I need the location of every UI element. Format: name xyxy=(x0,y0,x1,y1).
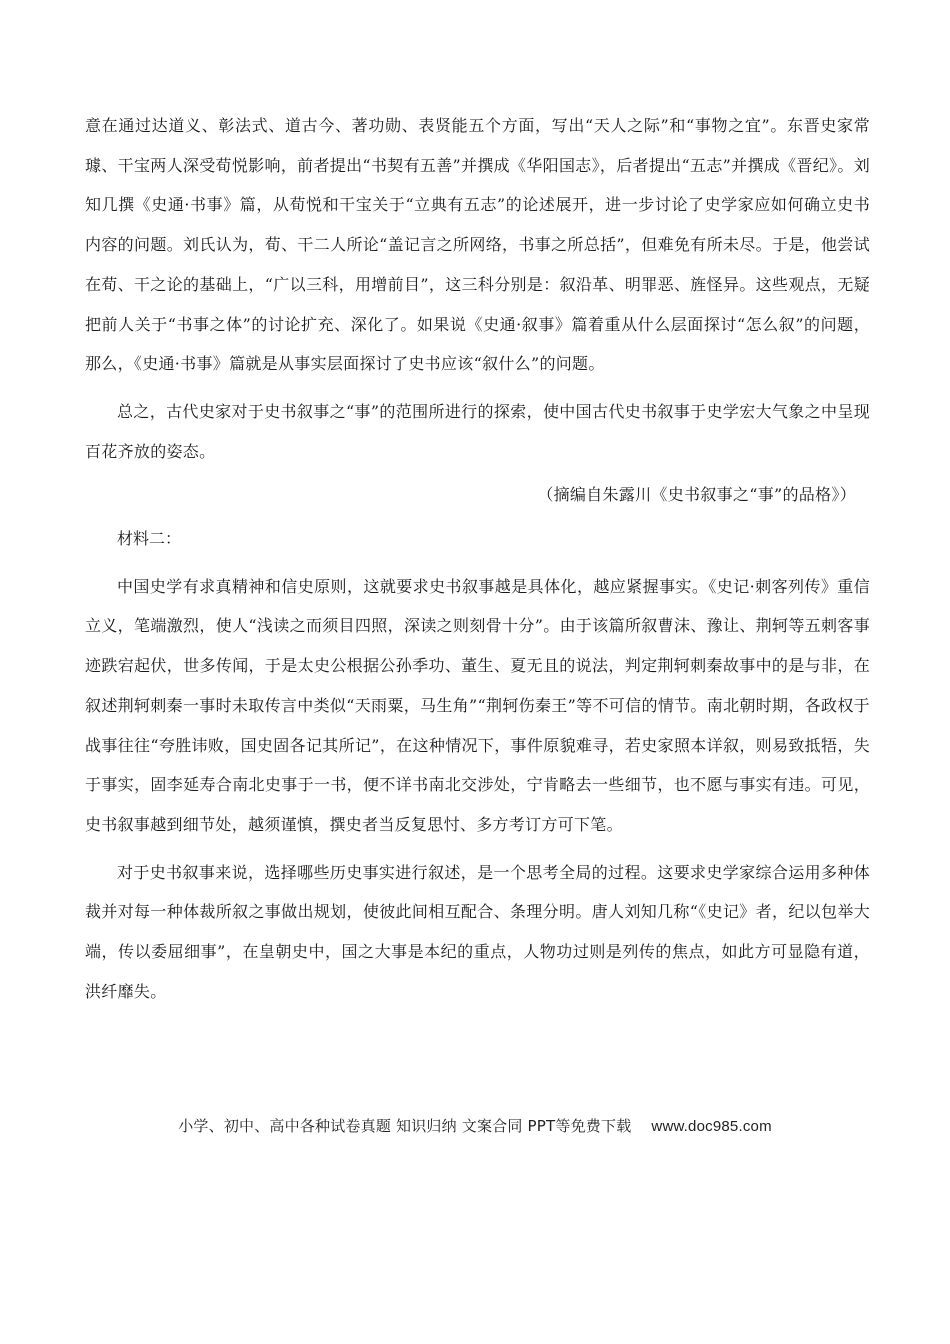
material-two-paragraph-1: 中国史学有求真精神和信史原则，这就要求史书叙事越是具体化，越应紧握事实。《史记·刺客列传》重信立义，笔端激烈，使人“浅读之而须目四照，深读之则刻骨十分”。由于该篇所叙曹沫、豫让、荆轲等五刺客事迹跌宕起伏，世多传闻，于是太史公根据公孙季功、董生、夏无且的说法，判定荆轲刺秦故事中的是与非，在叙述荆轲刺秦一事时未取传言中类似“天雨粟，马生角”“荆轲伤秦王”等不可信的情节。南北朝时期，各政权于战事往往“夸胜讳败，国史固各记其所记”，在这种情况下，事件原貌难寻，若史家照本详叙，则易致抵牾，失于事实，固李延寿合南北史事于一书，便不详书南北交涉处，宁肯略去一些细节，也不愿与事实有违。可见，史书叙事越到细节处，越须谨慎，撰史者当反复思忖、多方考订方可下笔。 xyxy=(85,576,870,834)
material-one-paragraph-1: 意在通过达道义、彰法式、道古今、著功勋、表贤能五个方面，写出“天人之际”和“事物之宜”。东晋史家常璩、干宝两人深受荀悦影响，前者提出“书契有五善”并撰成《华阳国志》，后者提出“五志”并撰成《晋纪》。刘知几撰《史通·书事》篇，从荀悦和干宝关于“立典有五志”的论述展开，进一步讨论了史学家应如何确立史书内容的问题。刘氏认为，荀、干二人所论“盖记言之所网络，书事之所总括”，但难免有所未尽。于是，他尝试在荀、干之论的基础上，“广以三科，用增前目”，这三科分别是：叙沿革、明罪恶、旌怪异。这些观点，无疑把前人关于“书事之体”的讨论扩充、深化了。如果说《史通·叙事》篇着重从什么层面探讨“怎么叙”的问题，那么，《史通·书事》篇就是从事实层面探讨了史书应该“叙什么”的问题。 xyxy=(85,116,870,374)
material-one-paragraph-2: 总之，古代史家对于史书叙事之“事”的范围所进行的探索，使中国古代史书叙事于史学宏大气象之中呈现百花齐放的姿态。 xyxy=(85,401,870,461)
footer-text: 小学、初中、高中各种试卷真题 知识归纳 文案合同 PPT等免费下载 xyxy=(178,1117,632,1135)
footer-url-link[interactable]: www.doc985.com xyxy=(651,1118,772,1135)
document-body xyxy=(85,106,870,1011)
page-footer xyxy=(0,1115,950,1136)
material-two-paragraph-2: 对于史书叙事来说，选择哪些历史事实进行叙述，是一个思考全局的过程。这要求史学家综合运用多种体裁并对每一种体裁所叙之事做出规划，使彼此间相互配合、条理分明。唐人刘知几称“《史记》者，纪以包举大端，传以委屈细事”，在皇朝史中，国之大事是本纪的重点，人物功过则是列传的焦点，如此方可显隐有道，洪纤靡失。 xyxy=(85,862,870,1001)
material-two-label: 材料二： xyxy=(117,529,182,549)
material-one-source: （摘编自朱露川《史书叙事之“事”的品格》） xyxy=(537,485,856,505)
